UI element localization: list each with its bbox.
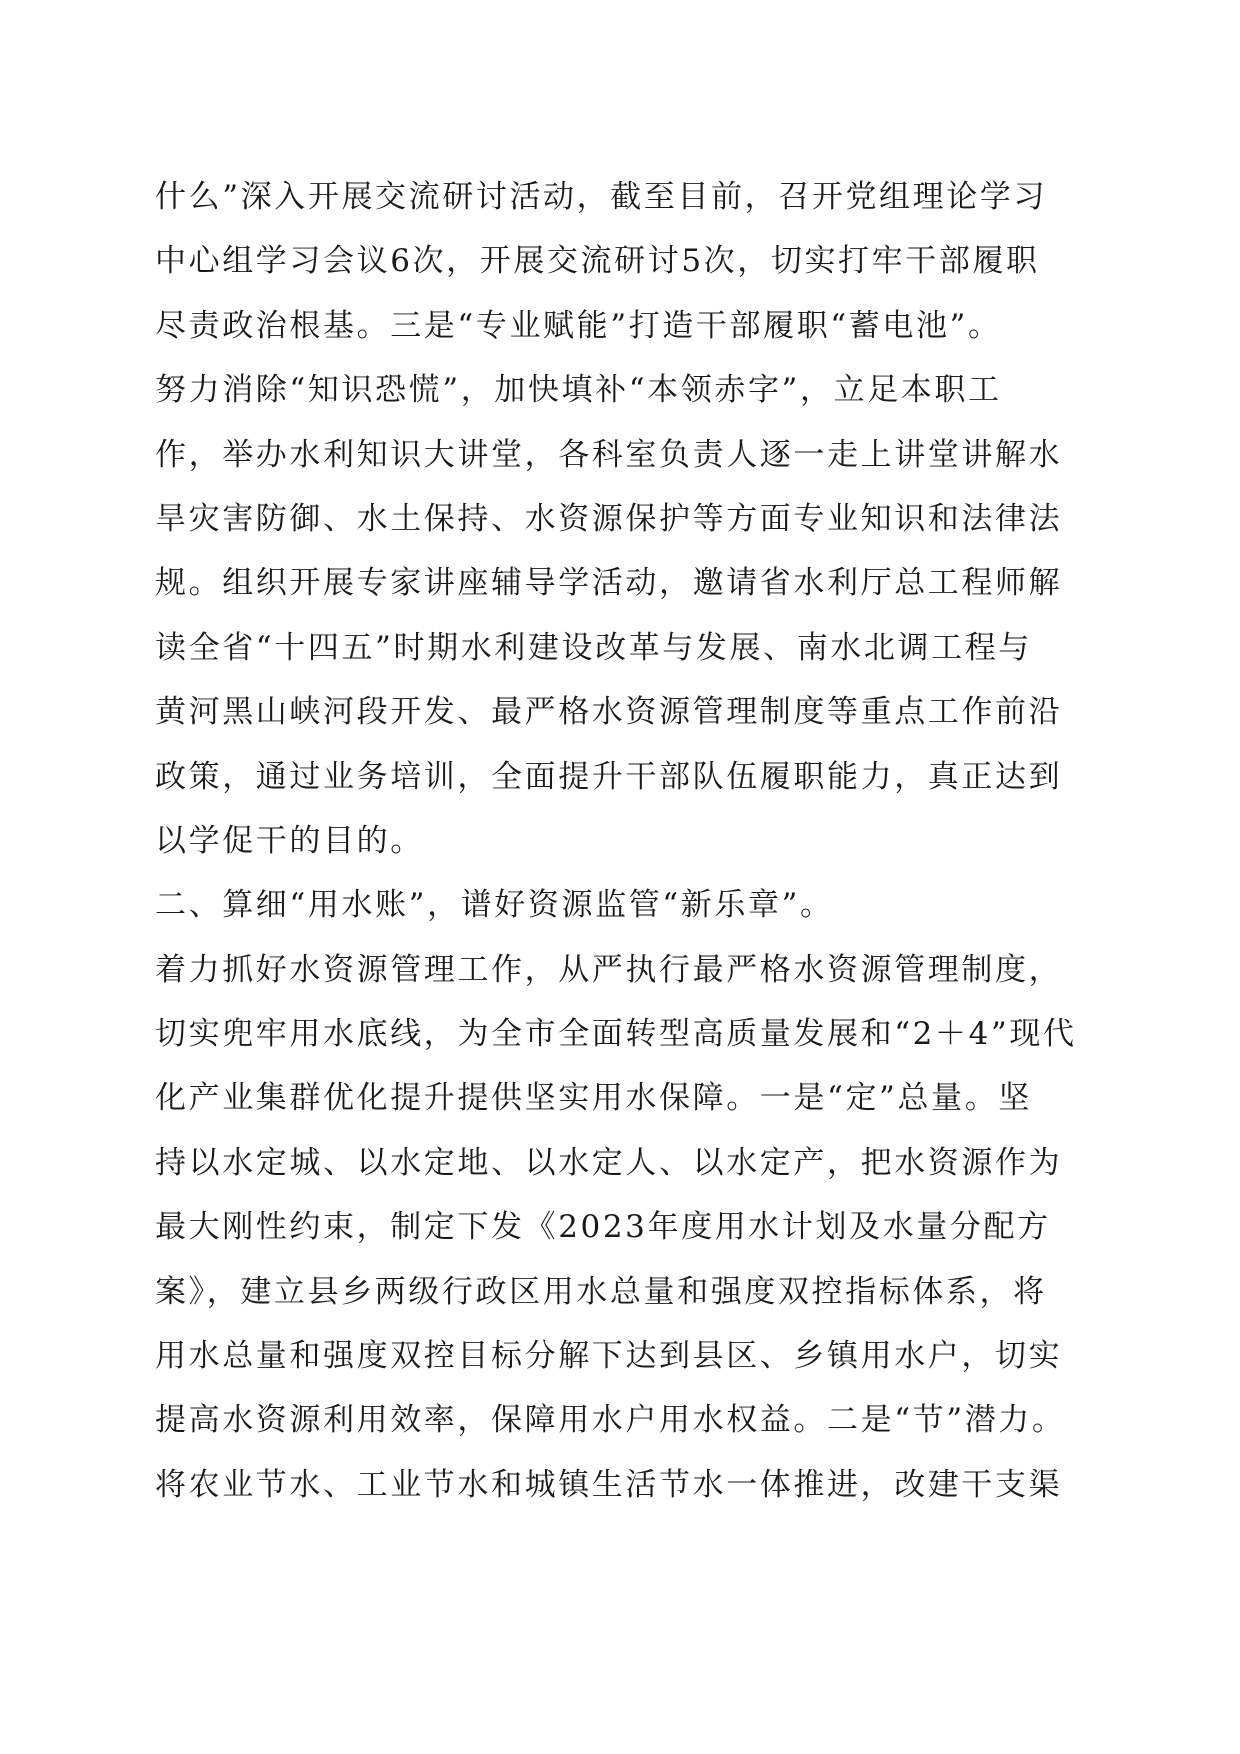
body-text: [155, 165, 1085, 1517]
text-line: 黄河黑山峡河段开发、最严格水资源管理制度等重点工作前沿: [155, 694, 1063, 731]
section-heading: 二、算细“用水账”，谱好资源监管“新乐章”。: [155, 887, 834, 924]
text-line: 规。组织开展专家讲座辅导学活动，邀请省水利厅总工程师解: [155, 565, 1063, 602]
text-line: 中心组学习会议6次，开展交流研讨5次，切实打牢干部履职: [155, 243, 1040, 280]
text-line: 最大刚性约束，制定下发《2023年度用水计划及水量分配方: [155, 1209, 1051, 1246]
text-line: 读全省“十四五”时期水利建设改革与发展、南水北调工程与: [155, 629, 1032, 666]
text-line: 将农业节水、工业节水和城镇生活节水一体推进，改建干支渠: [155, 1466, 1063, 1503]
text-line: 旱灾害防御、水土保持、水资源保护等方面专业知识和法律法: [155, 500, 1063, 537]
text-line: 政策，通过业务培训，全面提升干部队伍履职能力，真正达到: [155, 758, 1063, 795]
text-line: 以学促干的目的。: [155, 822, 424, 859]
text-line: 尽责政治根基。三是“专业赋能”打造干部履职“蓄电池”。: [155, 307, 1002, 344]
text-line: 切实兜牢用水底线，为全市全面转型高质量发展和“2＋4”现代: [155, 1016, 1077, 1053]
text-line: 提高水资源利用效率，保障用水户用水权益。二是“节”潜力。: [155, 1402, 1066, 1439]
text-line: 化产业集群优化提升提供坚实用水保障。一是“定”总量。坚: [155, 1080, 1032, 1117]
text-line: 用水总量和强度双控目标分解下达到县区、乡镇用水户，切实: [155, 1338, 1063, 1375]
text-line: 案》，建立县乡两级行政区用水总量和强度双控指标体系，将: [155, 1273, 1047, 1310]
text-line: 什么”深入开展交流研讨活动，截至目前，召开党组理论学习: [155, 179, 1048, 215]
text-line: 着力抓好水资源管理工作，从严执行最严格水资源管理制度，: [155, 951, 1063, 988]
text-line: 努力消除“知识恐慌”，加快填补“本领赤字”，立足本职工: [155, 372, 1002, 409]
text-line: 作，举办水利知识大讲堂，各科室负责人逐一走上讲堂讲解水: [155, 436, 1063, 473]
text-line: 持以水定城、以水定地、以水定人、以水定产，把水资源作为: [155, 1144, 1063, 1181]
